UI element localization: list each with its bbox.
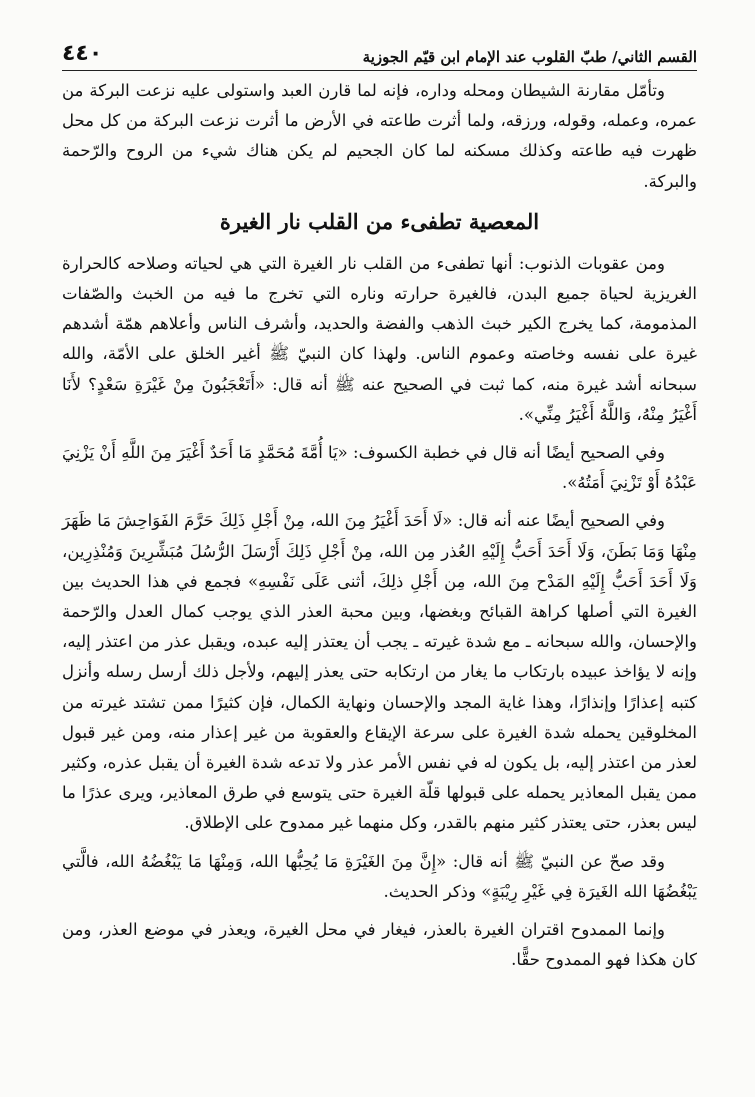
paragraph-6: وإنما الممدوح اقتران الغيرة بالعذر، فيغار في محل الغيرة، ويعذر في موضع العذر، ومن كان هكذا فهو الممدوح حقًّا. <box>62 920 697 970</box>
running-title: القسم الثاني/ طبّ القلوب عند الإمام ابن قيّم الجوزية <box>362 48 697 66</box>
paragraph-2: ومن عقوبات الذنوب: أنها تطفىء من القلب نار الغيرة التي هي لحياته وصلاحه كالحرارة الغريزية لحياة جميع البدن، فالغيرة حرارته وناره التي تخرج ما فيه من الخبث والصّفات المذمومة، كما يخرج الكير خبث الذهب والفضة والحديد، وأشرف الناس وأعلاهم همّة أشدهم غيرة على نفسه وخاصته وعموم الناس. ولهذا كان النبيّ ﷺ أغير الخلق على الأمّة، والله سبحانه أشد غيرة منه، كما ثبت في الصحيح عنه ﷺ أنه قال: «أَتَعْجَبُونَ مِنْ غَيْرَةِ سَعْدٍ؟ لأَنَا أَغْيَرُ مِنْهُ، وَاللَّهُ أَغْيَرُ مِنِّي». <box>62 253 697 424</box>
page-body <box>62 76 697 975</box>
page-number: ٤٤٠ <box>62 41 103 66</box>
paragraph-1: وتأمّل مقارنة الشيطان ومحله وداره، فإنه لما قارن العبد واستولى عليه نزعت البركة من عمره، وعمله، وقوله، ورزقه، ولما أثرت طاعته في الأرض ما أثرت نزعت البركة من كل محل ظهرت فيه طاعته وكذلك مسكنه لما كان الجحيم لم يكن هناك شيء من الروح والرّحمة والبركة. <box>62 81 697 191</box>
section-heading: المعصية تطفىء من القلب نار الغيرة <box>219 208 540 234</box>
page-header <box>62 30 697 71</box>
paragraph-4: وفي الصحيح أيضًا عنه أنه قال: «لَا أَحَدَ أَغْيَرُ مِنَ الله، مِنْ أَجْلِ ذَلِكَ حَرَّمَ الفَوَاحِشَ مَا ظَهَرَ مِنْهَا وَمَا بَطَنَ، وَلَا أَحَدَ أَحَبُّ إِلَيْهِ العُذر مِن الله، مِنْ أَجْلِ ذَلِكَ أَرْسَلَ الرُّسُلَ مُبَشِّرِينَ وَمُنْذِرِين، وَلَا أَحَدَ أَحَبُّ إِلَيْهِ المَدْح مِنَ الله، مِن أَجْلِ ذلِكَ، أثنى عَلَى نَفْسِهِ» فجمع في هذا الحديث بين الغيرة التي أصلها كراهة القبائح وبغضها، وبين محبة العذر الذي يوجب كمال العدل والرّحمة والإحسان، والله سبحانه ـ مع شدة غيرته ـ يجب أن يعتذر إليه عبده، ويقبل عذر من اعتذر إليه، وإنه لا يؤاخذ عبيده بارتكاب ما يغار من ارتكابه حتى يعذر إليهم، ولأجل ذلك أرسل رسله وأنزل كتبه إعذارًا وإنذارًا، وهذا غاية المجد والإحسان ونهاية الكمال، فإن كثيرًا ممن تشتد غيرته من المخلوقين يحمله شدة الغيرة على سرعة الإيقاع والعقوبة من غير إعذار منه، ومن غير قبول لعذر من اعتذر إليه، بل يكون له في نفس الأمر عذر ولا تدعه شدة الغيرة أن يقبل عذره، وكثير ممن يقبل المعاذير يحمله على قبولها قلّة الغيرة حتى يتوسع في طرق المعاذير، ويرى عذرًا ما ليس بعذر، حتى يعتذر كثير منهم بالقدر، وكل منهما غير ممدوح على الإطلاق. <box>62 511 697 833</box>
paragraph-5: وقد صحّ عن النبيّ ﷺ أنه قال: «إِنَّ مِنَ الغَيْرَةِ مَا يُحِبُّها الله، وَمِنْهَا مَا يَبْغُضُهُ الله، فالَّتي يَبْغُضُهَا الله الغَيرَة فِي غَيْرِ رِيْبَةٍ» وذكر الحديث. <box>62 851 697 901</box>
paragraph-3: وفي الصحيح أيضًا أنه قال في خطبة الكسوف: «يَا أُمَّةَ مُحَمَّدٍ مَا أَحَدٌ أَغْيَرَ مِنَ اللَّهِ أَنْ يَزْنِيَ عَبْدُهُ أَوْ تَزْنِيَ أَمَتُهُ». <box>62 443 697 493</box>
